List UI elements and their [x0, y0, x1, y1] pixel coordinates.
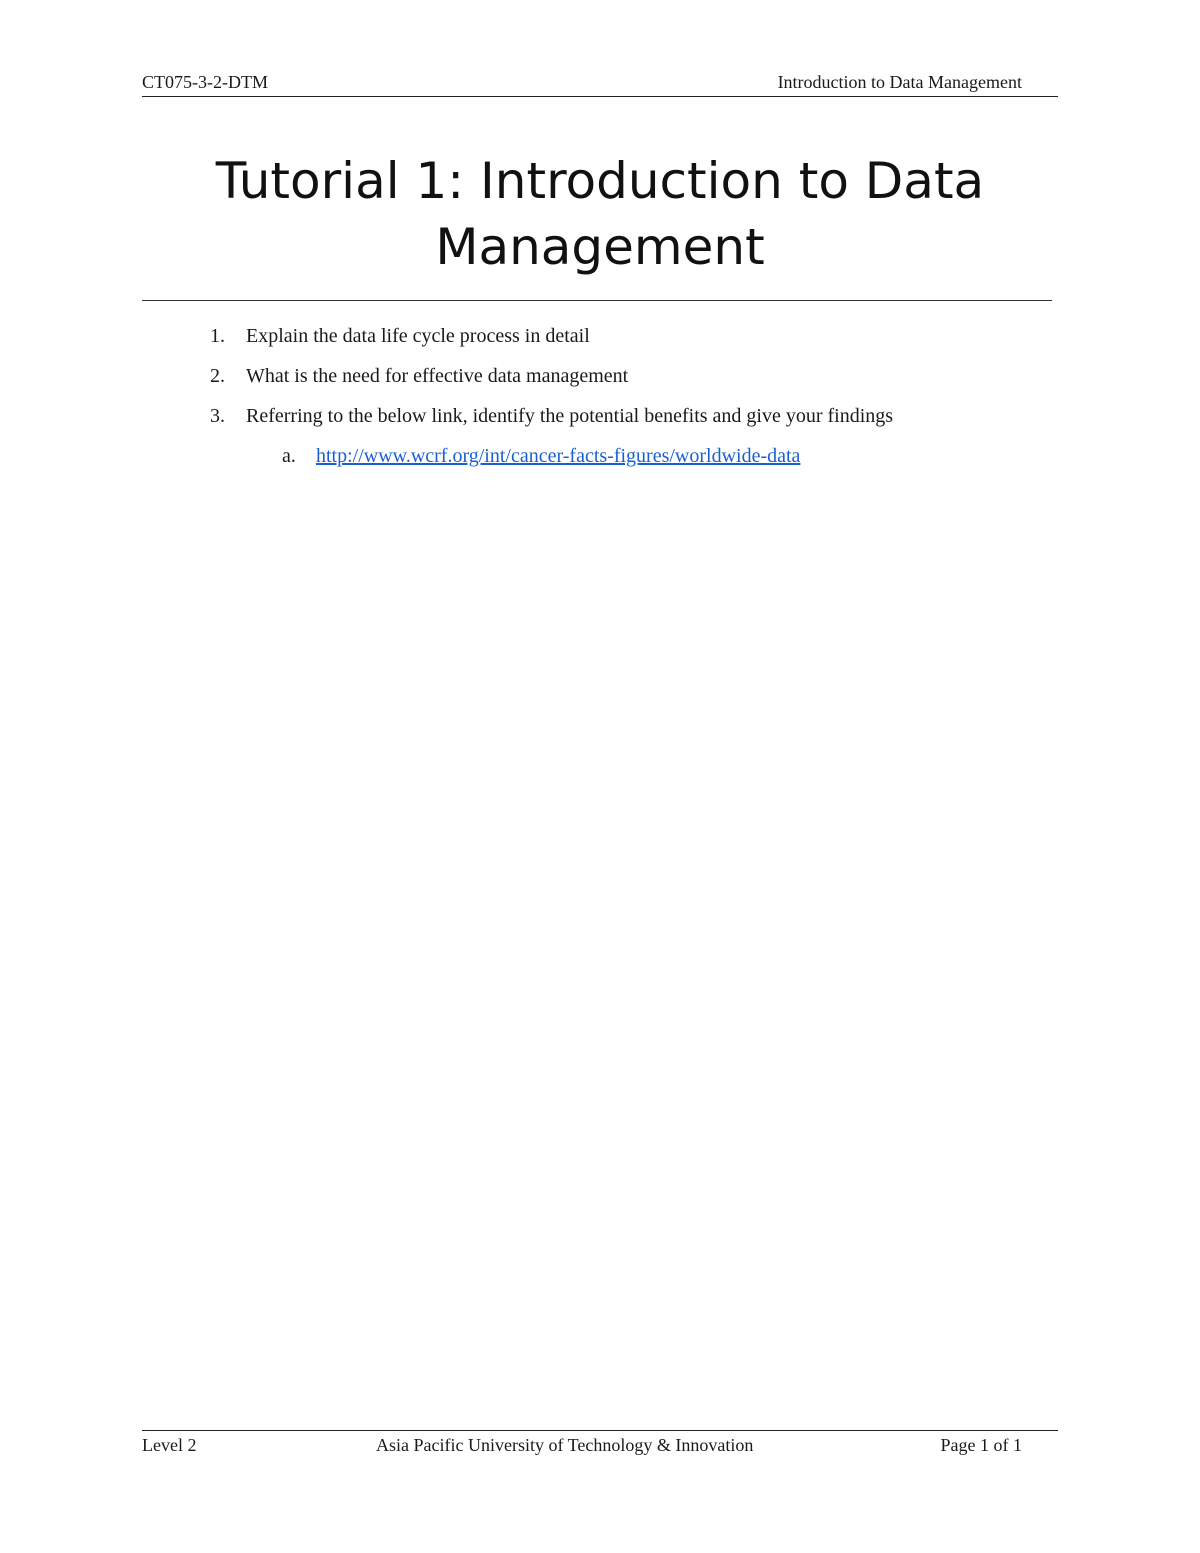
question-text: Referring to the below link, identify the potential benefits and give your findings	[246, 405, 894, 427]
title-divider	[142, 300, 1052, 301]
course-code: CT075-3-2-DTM	[142, 72, 268, 92]
question-item	[210, 402, 1050, 442]
question-item	[210, 322, 1050, 362]
title-line-1: Tutorial 1: Introduction to Data	[215, 152, 985, 210]
sub-item	[210, 442, 1050, 474]
question-list	[210, 322, 1050, 474]
reference-link[interactable]: http://www.wcrf.org/int/cancer-facts-figures/worldwide-data	[316, 445, 801, 467]
sub-item-letter: a.	[282, 445, 296, 467]
question-number: 1.	[210, 325, 225, 347]
question-text: Explain the data life cycle process in detail	[246, 325, 590, 347]
module-title: Introduction to Data Management	[777, 72, 1022, 92]
document-title	[142, 148, 1058, 280]
question-number: 2.	[210, 365, 225, 387]
page-header	[142, 70, 1058, 97]
question-number: 3.	[210, 405, 225, 427]
page-footer	[142, 1430, 1058, 1461]
footer-page-number: Page 1 of 1	[940, 1435, 1022, 1455]
footer-institution: Asia Pacific University of Technology & Innovation	[376, 1435, 754, 1455]
question-text: What is the need for effective data management	[246, 365, 629, 387]
footer-level: Level 2	[142, 1435, 197, 1455]
question-item	[210, 362, 1050, 402]
title-line-2: Management	[435, 218, 765, 276]
